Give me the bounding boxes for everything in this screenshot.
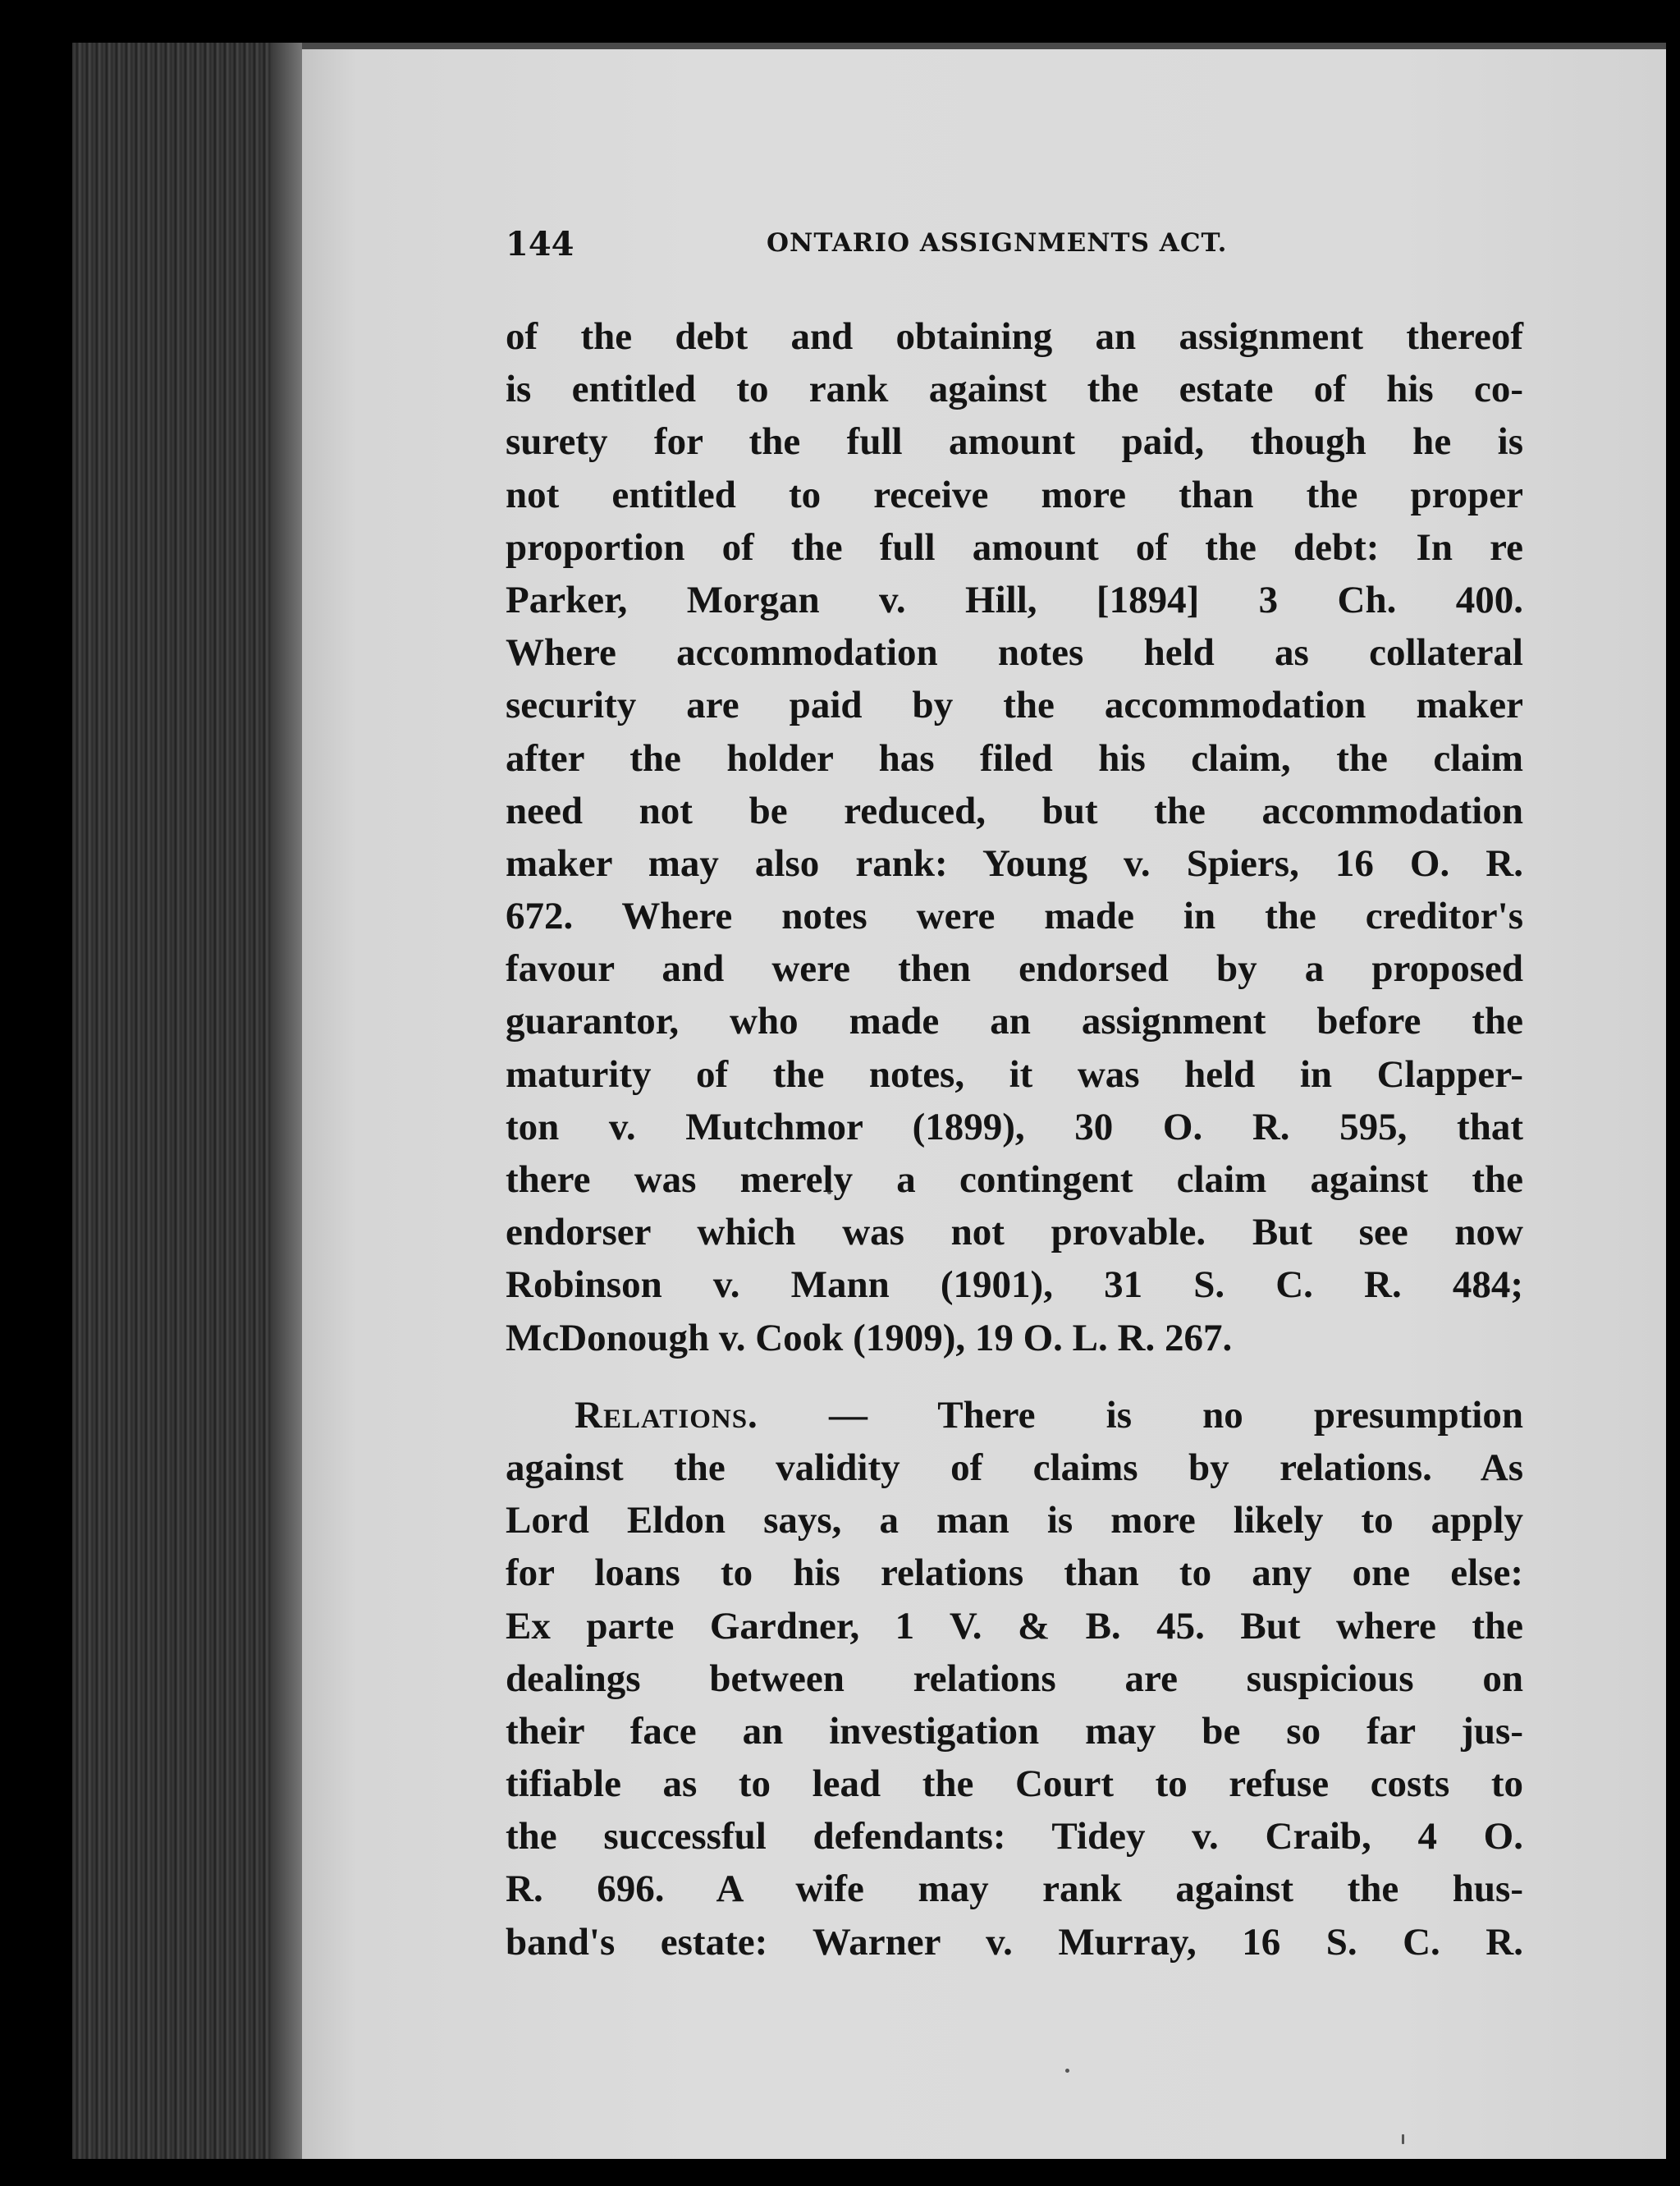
running-head bbox=[506, 225, 1523, 274]
text-line: need not be reduced, but the accommodation bbox=[506, 789, 1523, 832]
text-line: Where accommodation notes held as collateral bbox=[506, 631, 1523, 675]
text-line-rest: — There is no presumption bbox=[828, 1393, 1523, 1437]
paragraph-gap bbox=[506, 1364, 1523, 1389]
text-line: security are paid by the accommodation maker bbox=[506, 684, 1523, 727]
text-line: maker may also rank: Young v. Spiers, 16 O. R. bbox=[506, 841, 1523, 885]
text-line: Ex parte Gardner, 1 V. & B. 45. But where the bbox=[506, 1604, 1523, 1648]
text-line: favour and were then endorsed by a proposed bbox=[506, 947, 1523, 991]
paragraph-relations bbox=[506, 1389, 1523, 1968]
text-line: endorser which was not provable. But see now bbox=[506, 1211, 1523, 1254]
text-line: Lord Eldon says, a man is more likely to apply bbox=[506, 1499, 1523, 1542]
text-line: band's estate: Warner v. Murray, 16 S. C. R. bbox=[506, 1920, 1523, 1964]
text-line: R. 696. A wife may rank against the hus- bbox=[506, 1867, 1523, 1911]
text-line: of the debt and obtaining an assignment thereof bbox=[506, 315, 1523, 358]
running-title: ONTARIO ASSIGNMENTS ACT. bbox=[767, 228, 1228, 258]
text-line: the successful defendants: Tidey v. Craib, 4 O. bbox=[506, 1815, 1523, 1858]
page-number: 144 bbox=[506, 225, 574, 264]
text-line-first bbox=[506, 1389, 1523, 1441]
text-line: is entitled to rank against the estate of his co- bbox=[506, 368, 1523, 411]
text-line: dealings between relations are suspicious on bbox=[506, 1657, 1523, 1700]
paper-speck bbox=[1065, 2069, 1069, 2073]
text-line: not entitled to receive more than the proper bbox=[506, 473, 1523, 516]
text-line: McDonough v. Cook (1909), 19 O. L. R. 267. bbox=[506, 1316, 1233, 1359]
text-line: there was merely a contingent claim against the bbox=[506, 1158, 1523, 1201]
text-line: Parker, Morgan v. Hill, [1894] 3 Ch. 400. bbox=[506, 578, 1523, 621]
text-line: after the holder has filed his claim, the claim bbox=[506, 736, 1523, 780]
body-text bbox=[506, 310, 1523, 1968]
paper-speck bbox=[1402, 2134, 1404, 2144]
text-line: proportion of the full amount of the debt: In re bbox=[506, 525, 1523, 569]
text-line: for loans to his relations than to any one else: bbox=[506, 1551, 1523, 1595]
paragraph-sureties bbox=[506, 310, 1523, 1364]
section-heading: Relations. bbox=[574, 1393, 758, 1437]
text-line: ton v. Mutchmor (1899), 30 O. R. 595, that bbox=[506, 1105, 1523, 1148]
text-line: 672. Where notes were made in the creditor's bbox=[506, 895, 1523, 938]
text-line: tifiable as to lead the Court to refuse costs to bbox=[506, 1762, 1523, 1806]
text-line: Robinson v. Mann (1901), 31 S. C. R. 484; bbox=[506, 1263, 1523, 1307]
text-line: their face an investigation may be so far jus- bbox=[506, 1709, 1523, 1753]
text-line: guarantor, who made an assignment before the bbox=[506, 1000, 1523, 1043]
text-line: maturity of the notes, it was held in Clapper- bbox=[506, 1052, 1523, 1096]
text-line: against the validity of claims by relations. As bbox=[506, 1446, 1523, 1489]
text-line: surety for the full amount paid, though he is bbox=[506, 420, 1523, 464]
